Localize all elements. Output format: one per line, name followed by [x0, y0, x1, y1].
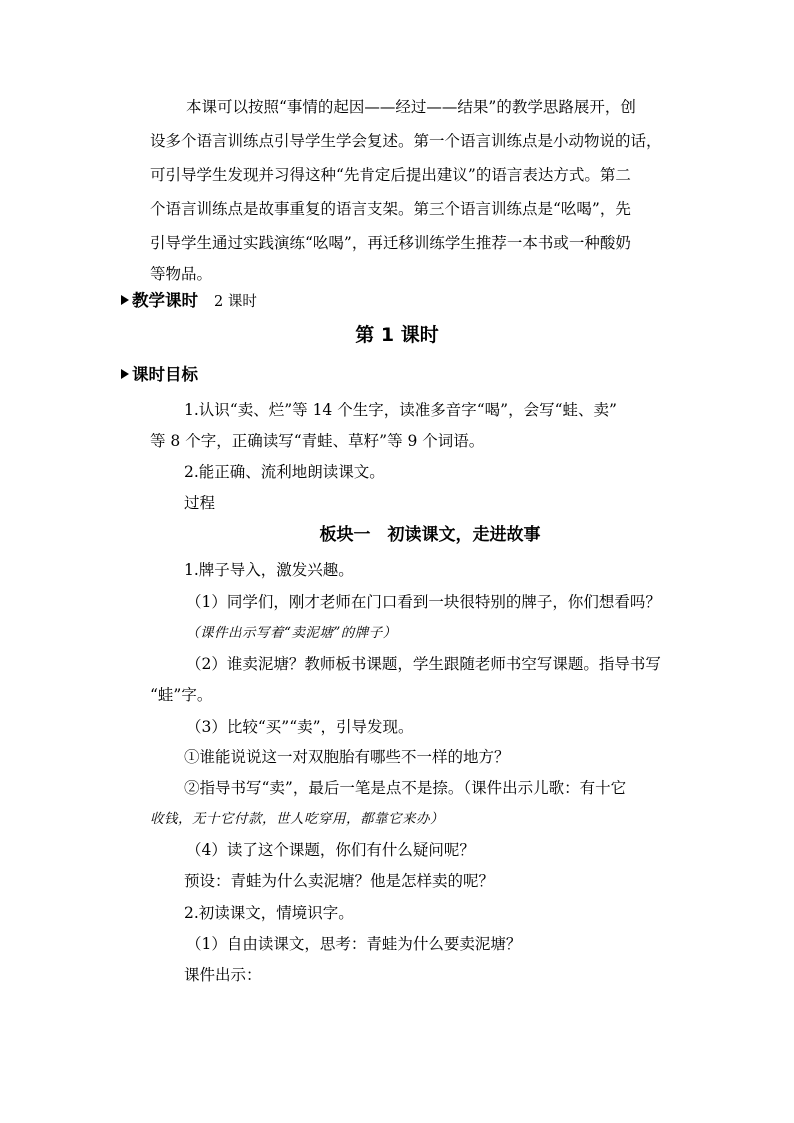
triangle-bullet-icon: [121, 369, 129, 379]
objectives-label: 课时目标: [132, 365, 198, 384]
process-label: 过程: [184, 494, 216, 512]
courseware-note-2: 收钱，无十它付款，世人吃穿用，都靠它来办）: [150, 811, 444, 827]
intro-line-2: 设多个语言训练点引导学生学会复述。第一个语言训练点是小动物说的话，: [150, 132, 662, 150]
section-line-10: （4）读了这个课题，你们有什么疑问呢？: [186, 841, 475, 859]
teaching-hours-heading: [121, 290, 257, 313]
intro-line-5: 引导学生通过实践演练“吆喝”，再迁移训练学生推荐一本书或一种酸奶: [150, 234, 631, 252]
teaching-hours-value: 2 课时: [214, 294, 257, 310]
courseware-note-1: （课件出示写着“卖泥塘”的牌子）: [186, 625, 397, 641]
lesson-title: 第 1 课时: [355, 324, 439, 346]
section-line-11: 预设：青蛙为什么卖泥塘？他是怎样卖的呢？: [184, 872, 495, 890]
section-line-2: （1）同学们，刚才老师在门口看到一块很特别的牌子，你们想看吗？: [186, 593, 661, 611]
section-line-1: 1.牌子导入，激发兴趣。: [184, 561, 354, 579]
objective-line-1: 1.认识“卖、烂”等 14 个生字，读准多音字“喝”，会写“蛙、卖”: [184, 401, 617, 419]
section-line-5: “蛙”字。: [150, 686, 213, 704]
section-line-4: （2）谁卖泥塘？教师板书课题，学生跟随老师书空写课题。指导书写: [186, 655, 661, 673]
section-line-6: （3）比较“买”“卖”，引导发现。: [186, 718, 414, 736]
section-line-13: （1）自由读课文，思考：青蛙为什么要卖泥塘？: [186, 935, 522, 953]
objective-line-2: 等 8 个字，正确读写“青蛙、草籽”等 9 个词语。: [150, 432, 485, 450]
section-title: 板块一 初读课文，走进故事: [319, 525, 541, 545]
section-line-8: ②指导书写“卖”，最后一笔是点不是捺。（课件出示儿歌：有十它: [184, 779, 627, 797]
section-line-12: 2.初读课文，情境识字。: [184, 904, 354, 922]
triangle-bullet-icon: [121, 295, 129, 305]
section-line-7: ①谁能说说这一对双胞胎有哪些不一样的地方？: [184, 748, 510, 766]
objectives-heading: [121, 364, 198, 386]
intro-line-1: 本课可以按照“事情的起因——经过——结果”的教学思路展开，创: [186, 98, 636, 116]
intro-line-6: 等物品。: [150, 265, 213, 283]
intro-line-3: 可引导学生发现并习得这种“先肯定后提出建议”的语言表达方式。第二: [150, 166, 631, 184]
section-line-14: 课件出示：: [184, 966, 262, 984]
teaching-hours-label: 教学课时: [132, 291, 198, 310]
objective-line-3: 2.能正确、流利地朗读课文。: [184, 463, 385, 481]
intro-line-4: 个语言训练点是故事重复的语言支架。第三个语言训练点是“吆喝”，先: [150, 200, 631, 218]
